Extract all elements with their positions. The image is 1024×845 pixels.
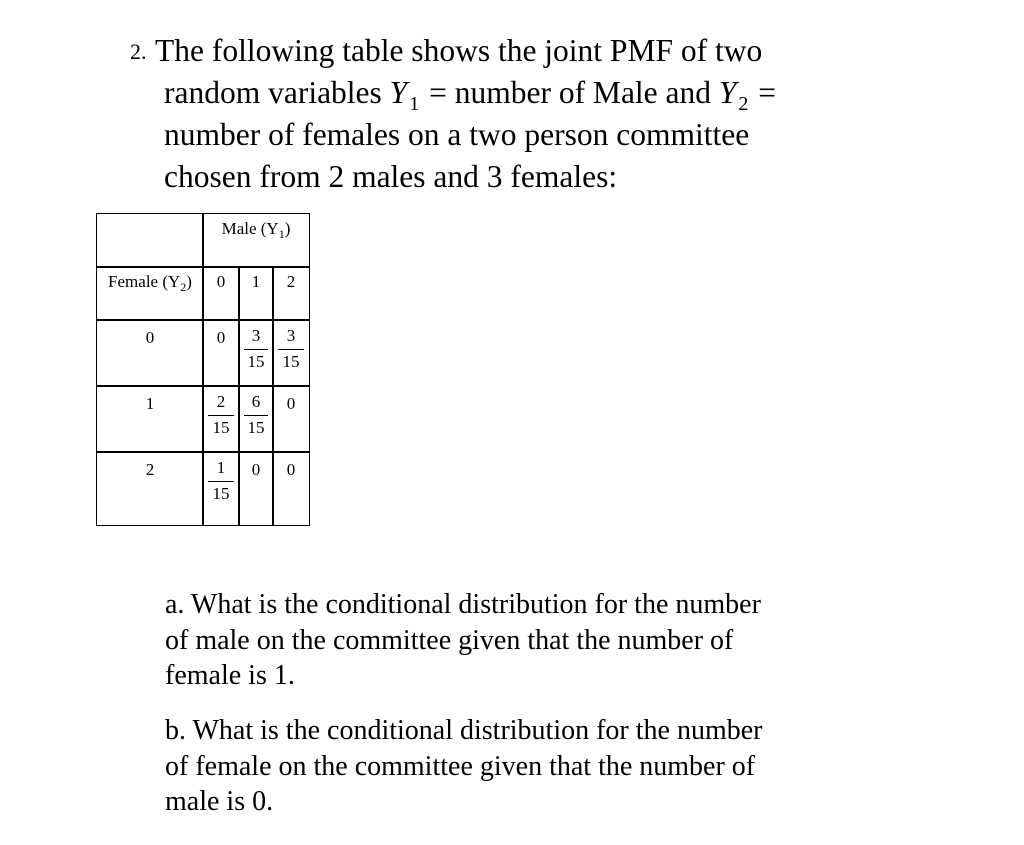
sub-question-b-line-2: of female on the committee given that the number of: [165, 750, 756, 782]
row-label-cell-1: [96, 385, 204, 453]
pmf-cell-2-2: [272, 451, 310, 526]
fraction-denominator: 15: [247, 352, 265, 371]
row-label-cell-0: [96, 319, 204, 387]
row-label-1: 1: [145, 394, 155, 413]
pmf-value-1-2: 0: [286, 394, 296, 413]
fraction-denominator: 15: [212, 484, 230, 503]
female-header-close: ): [186, 272, 192, 291]
stem-line-1: The following table shows the joint PMF of two: [155, 33, 763, 68]
column-header-cell-0: [202, 266, 240, 321]
table-corner-cell: [96, 213, 204, 268]
fraction-numerator: 6: [251, 392, 261, 411]
question-stem: [155, 30, 776, 198]
sub-question-a: [165, 587, 761, 694]
fraction-numerator: 3: [251, 326, 261, 345]
female-header: [97, 272, 203, 292]
fraction-bar: [244, 415, 268, 416]
variable-y1-subscript: 1: [409, 93, 420, 115]
column-header-0: 0: [216, 272, 226, 291]
row-label-cell-2: [96, 451, 204, 526]
male-header-subscript: 1: [278, 227, 285, 241]
pmf-cell-1-0: [202, 385, 240, 453]
variable-y2-subscript: 2: [738, 93, 749, 115]
male-header-text: Male (Y: [221, 219, 279, 238]
pmf-fraction-1-1: [239, 392, 273, 438]
fraction-denominator: 15: [212, 418, 230, 437]
variable-y2-letter: Y: [718, 75, 737, 110]
sub-question-b-line-3: male is 0.: [165, 786, 274, 817]
column-header-1: 1: [251, 272, 261, 291]
pmf-value-0-0: 0: [216, 328, 226, 347]
pmf-cell-1-1: [238, 385, 274, 453]
sub-question-b: [165, 713, 763, 820]
pmf-value-2-2: 0: [286, 460, 296, 479]
fraction-bar: [208, 481, 234, 482]
fraction-bar: [208, 415, 234, 416]
female-header-cell: [96, 266, 204, 321]
stem-line-2-middle: = number of Male and: [421, 75, 719, 110]
question-number: 2.: [130, 39, 147, 64]
pmf-fraction-0-2: [273, 326, 309, 372]
pmf-fraction-1-0: [203, 392, 239, 438]
stem-line-3: number of females on a two person committee: [164, 117, 750, 152]
stem-line-4: chosen from 2 males and 3 females:: [164, 159, 618, 194]
pmf-fraction-2-0: [203, 458, 239, 504]
variable-y1-letter: Y: [389, 75, 408, 110]
fraction-numerator: 2: [216, 392, 226, 411]
stem-line-2-start: random variables: [164, 75, 390, 110]
male-header: [203, 219, 309, 239]
row-label-0: 0: [145, 328, 155, 347]
fraction-bar: [244, 349, 268, 350]
male-header-close: ): [284, 219, 291, 238]
variable-y2: [718, 75, 751, 115]
pmf-fraction-0-1: [239, 326, 273, 372]
column-header-2: 2: [286, 272, 296, 291]
pmf-cell-1-2: [272, 385, 310, 453]
joint-pmf-table: [96, 213, 310, 526]
pmf-value-2-1: 0: [251, 460, 261, 479]
pmf-cell-2-1: [238, 451, 274, 526]
fraction-numerator: 1: [216, 458, 226, 477]
fraction-bar: [278, 349, 304, 350]
column-header-cell-1: [238, 266, 274, 321]
pmf-cell-0-2: [272, 319, 310, 387]
sub-question-a-line-3: female is 1.: [165, 660, 295, 691]
stem-line-2: [155, 72, 776, 114]
stem-line-2-end: =: [750, 75, 777, 110]
pmf-cell-0-1: [238, 319, 274, 387]
column-header-cell-2: [272, 266, 310, 321]
sub-question-a-line-2: of male on the committee given that the number of: [165, 624, 734, 656]
row-label-2: 2: [145, 460, 155, 479]
variable-y1: [389, 75, 422, 115]
pmf-cell-2-0: [202, 451, 240, 526]
sub-question-a-line-1: a. What is the conditional distribution for the number: [165, 589, 761, 620]
fraction-denominator: 15: [247, 418, 265, 437]
sub-question-b-line-1: b. What is the conditional distribution for the number: [165, 715, 763, 746]
female-header-text: Female (Y: [108, 272, 181, 291]
fraction-numerator: 3: [286, 326, 296, 345]
male-header-cell: [202, 213, 310, 268]
pmf-cell-0-0: [202, 319, 240, 387]
female-header-subscript: 2: [180, 280, 187, 294]
fraction-denominator: 15: [282, 352, 300, 371]
